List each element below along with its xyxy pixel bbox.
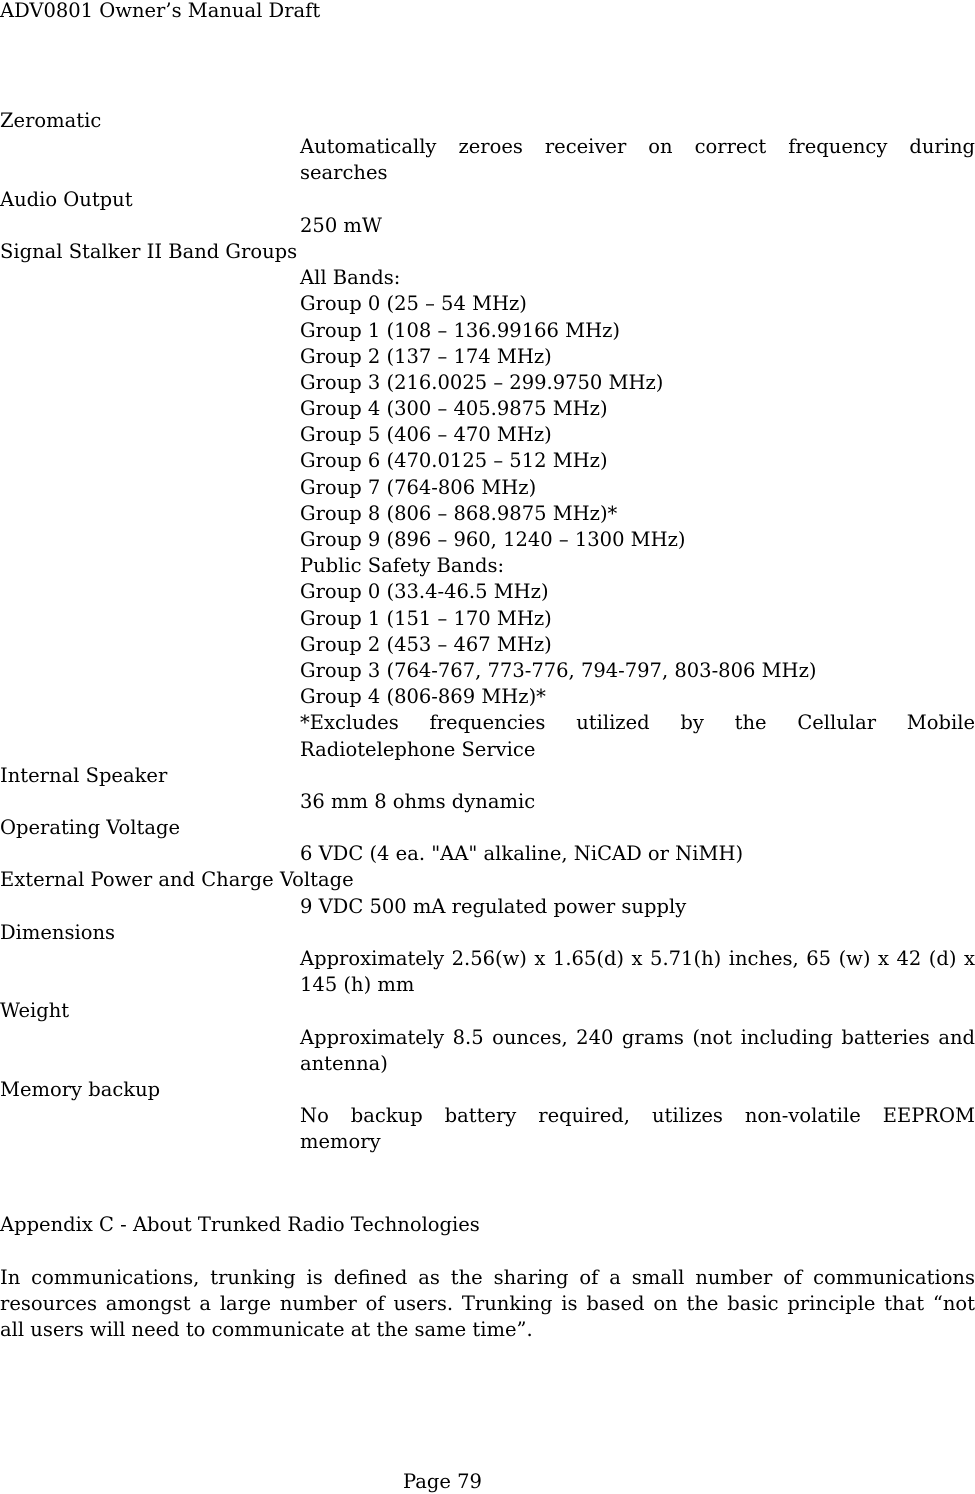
spec-value-weight-line1: Approximately 8.5 ounces, 240 grams (not including batteries and — [300, 1025, 975, 1049]
spec-value-zeromatic-line1: Automatically zeroes receiver on correct frequency during — [300, 135, 975, 159]
public-safety-group: Group 2 (453 – 467 MHz) — [300, 632, 552, 656]
spec-label-audio-output: Audio Output — [0, 187, 133, 211]
appendix-paragraph-line: In communications, trunking is defined as the sharing of a small number of communications — [0, 1266, 975, 1289]
all-bands-group: Group 0 (25 – 54 MHz) — [300, 292, 527, 316]
spec-label-zeromatic: Zeromatic — [0, 109, 102, 132]
spec-value-dimensions-line2: 145 (h) mm — [300, 973, 415, 997]
public-safety-group: Group 1 (151 – 170 MHz) — [300, 606, 552, 630]
appendix-title: Appendix C - About Trunked Radio Technologies — [0, 1213, 480, 1236]
appendix-paragraph — [0, 1265, 975, 1344]
spec-label-internal-speaker: Internal Speaker — [0, 763, 168, 787]
spec-label-weight: Weight — [0, 999, 70, 1023]
all-bands-group: Group 9 (896 – 960, 1240 – 1300 MHz) — [300, 528, 686, 551]
public-safety-group: Group 0 (33.4-46.5 MHz) — [300, 580, 549, 604]
spec-label-operating-voltage: Operating Voltage — [0, 816, 181, 840]
page-number: Page 79 — [403, 1470, 482, 1493]
appendix-paragraph-line: all users will need to communicate at the same time”. — [0, 1318, 533, 1342]
band-note-line1: *Excludes frequencies utilized by the Cellular Mobile — [300, 711, 975, 735]
all-bands-group: Group 3 (216.0025 – 299.9750 MHz) — [300, 370, 664, 394]
spec-value-dimensions-line1: Approximately 2.56(w) x 1.65(d) x 5.71(h) inches, 65 (w) x 42 (d) x — [300, 947, 975, 970]
public-safety-group: Group 3 (764-767, 773-776, 794-797, 803-806 MHz) — [300, 658, 817, 682]
spec-value-internal-speaker: 36 mm 8 ohms dynamic — [300, 789, 536, 813]
all-bands-group: Group 4 (300 – 405.9875 MHz) — [300, 397, 608, 421]
all-bands-group: Group 1 (108 – 136.99166 MHz) — [300, 318, 620, 342]
document-header: ADV0801 Owner’s Manual Draft — [0, 0, 321, 22]
spec-label-memory-backup: Memory backup — [0, 1077, 161, 1101]
spec-value-memory-backup-line1: No backup battery required, utilizes non-volatile EEPROM — [300, 1104, 975, 1128]
spec-value-audio-output: 250 mW — [300, 213, 382, 237]
spec-value-operating-voltage: 6 VDC (4 ea. "AA" alkaline, NiCAD or NiMH) — [300, 842, 744, 866]
all-bands-group: Group 2 (137 – 174 MHz) — [300, 344, 552, 368]
spec-value-external-power: 9 VDC 500 mA regulated power supply — [300, 894, 687, 918]
band-note-line2: Radiotelephone Service — [300, 737, 536, 761]
spec-value-zeromatic-line2: searches — [300, 161, 388, 185]
appendix-paragraph-line: resources amongst a large number of users. Trunking is based on the basic principle that “not — [0, 1292, 975, 1316]
spec-value-weight-line2: antenna) — [300, 1051, 388, 1075]
spec-label-dimensions: Dimensions — [0, 920, 116, 944]
all-bands-group: Group 7 (764-806 MHz) — [300, 475, 537, 499]
spec-label-external-power: External Power and Charge Voltage — [0, 868, 354, 892]
all-bands-group: Group 6 (470.0125 – 512 MHz) — [300, 449, 608, 473]
public-safety-group: Group 4 (806-869 MHz)* — [300, 685, 546, 709]
public-safety-title: Public Safety Bands: — [300, 554, 505, 578]
specifications-list — [0, 108, 975, 1156]
all-bands-title: All Bands: — [300, 266, 401, 290]
spec-value-memory-backup-line2: memory — [300, 1130, 381, 1154]
all-bands-group: Group 8 (806 – 868.9875 MHz)* — [300, 501, 618, 525]
spec-label-band-groups: Signal Stalker II Band Groups — [0, 239, 298, 263]
all-bands-group: Group 5 (406 – 470 MHz) — [300, 423, 552, 447]
